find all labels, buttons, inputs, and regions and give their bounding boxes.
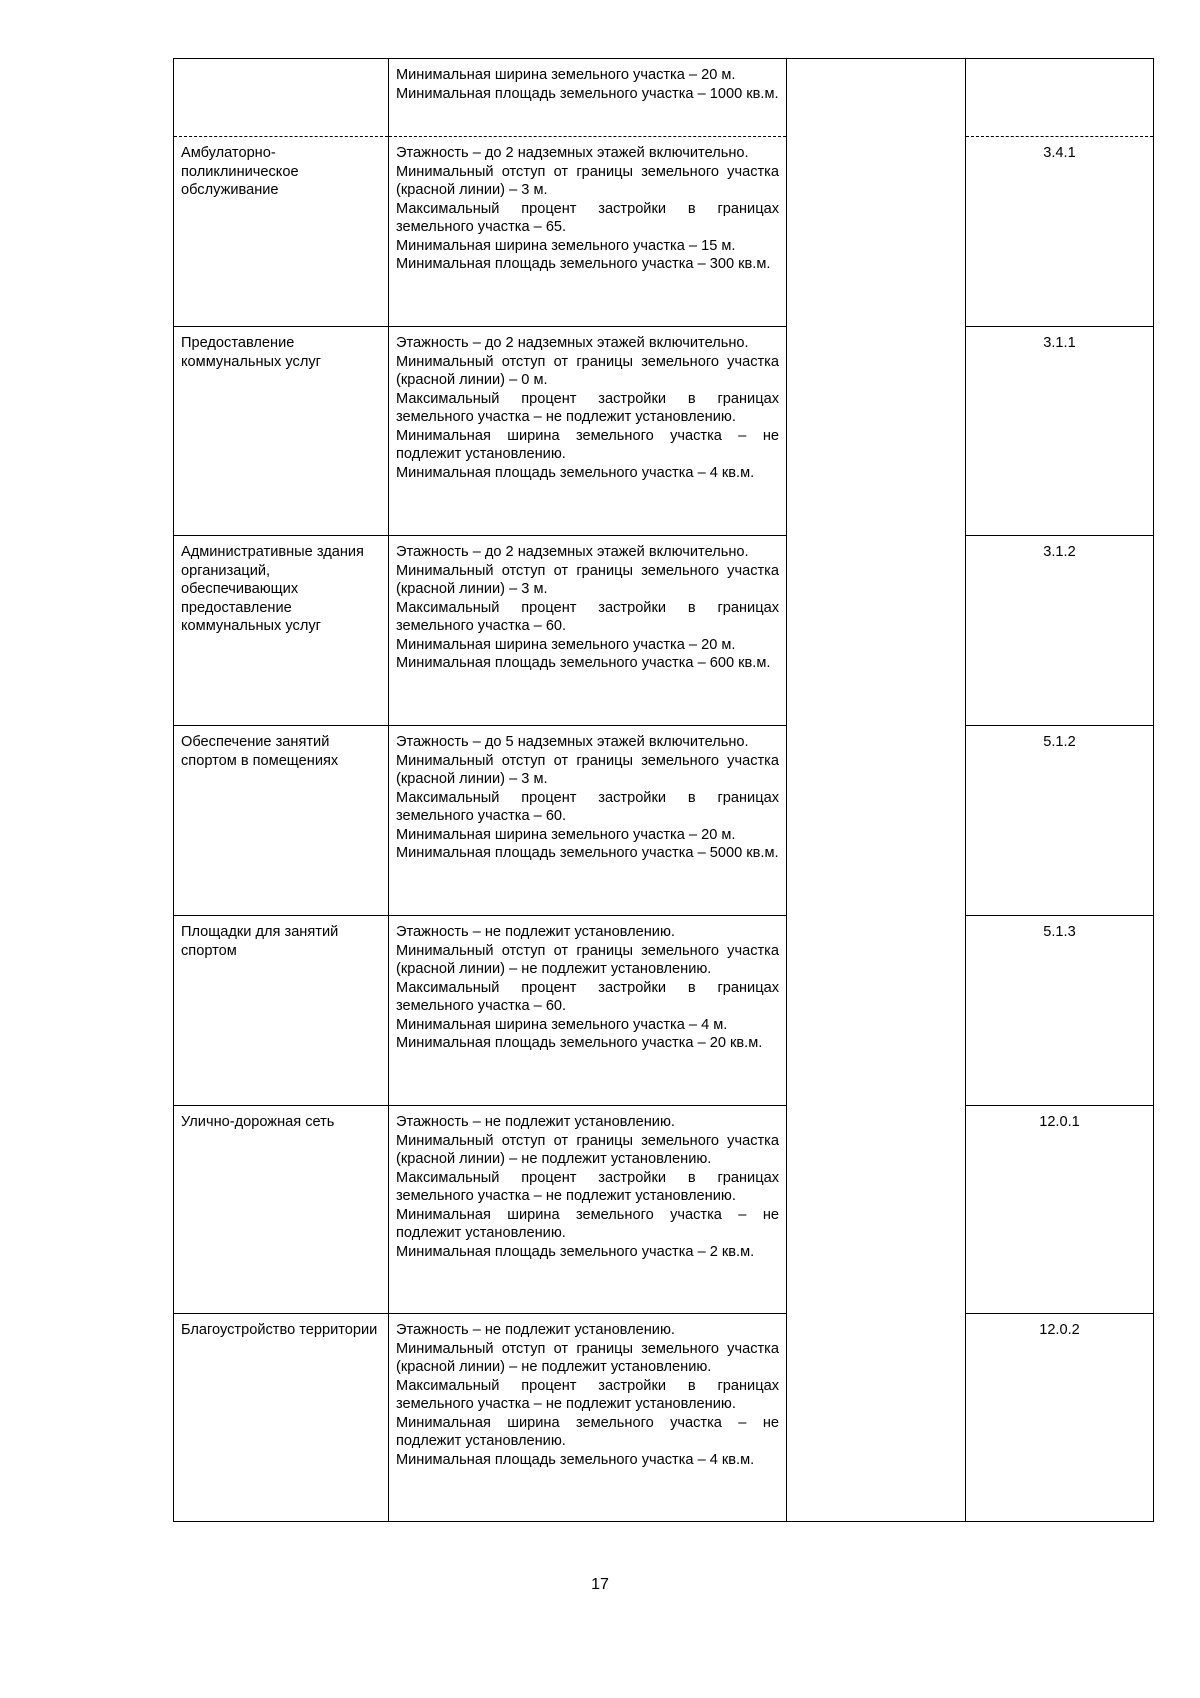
param-line: Минимальный отступ от границы земельного участка (красной линии) – 3 м. (396, 752, 779, 787)
table-row (174, 59, 1154, 137)
code-cell (966, 59, 1154, 137)
params-cell (389, 327, 787, 536)
param-line: Минимальная ширина земельного участка – 20 м. (396, 826, 736, 843)
code-cell: 3.1.1 (966, 327, 1154, 536)
use-name-cell: Административные здания организаций, обеспечивающих предоставление коммунальных услуг (174, 536, 389, 726)
params-cell (389, 916, 787, 1106)
param-line: Этажность – не подлежит установлению. (396, 1114, 675, 1130)
use-name-cell: Обеспечение занятий спортом в помещениях (174, 726, 389, 916)
param-line: Минимальная площадь земельного участка – 1000 кв.м. (396, 85, 779, 102)
table-row (174, 726, 1154, 916)
param-line: Максимальный процент застройки в границах земельного участка – 60. (396, 979, 779, 1014)
table-row (174, 327, 1154, 536)
param-line: Минимальный отступ от границы земельного участка (красной линии) – не подлежит установлению. (396, 1132, 779, 1167)
table-row (174, 1314, 1154, 1522)
use-name-cell (174, 59, 389, 137)
table-row (174, 916, 1154, 1106)
use-name-cell: Амбулаторно-поликлиническое обслуживание (174, 137, 389, 327)
land-use-table (173, 58, 1154, 1522)
params-cell (389, 59, 787, 137)
param-line: Минимальный отступ от границы земельного участка (красной линии) – не подлежит установлению. (396, 942, 779, 977)
params-cell (389, 726, 787, 916)
params-cell (389, 137, 787, 327)
param-line: Минимальная площадь земельного участка – 4 кв.м. (396, 464, 755, 481)
param-line: Минимальный отступ от границы земельного участка (красной линии) – 0 м. (396, 353, 779, 388)
param-line: Минимальная ширина земельного участка – 20 м. (396, 67, 736, 83)
code-cell: 3.4.1 (966, 137, 1154, 327)
params-cell (389, 536, 787, 726)
param-line: Максимальный процент застройки в границах земельного участка – 60. (396, 599, 779, 634)
param-line: Минимальная ширина земельного участка – 20 м. (396, 636, 736, 653)
use-name-cell: Улично-дорожная сеть (174, 1106, 389, 1314)
table-row (174, 137, 1154, 327)
param-line: Минимальная площадь земельного участка – 600 кв.м. (396, 655, 771, 671)
param-line: Этажность – до 2 надземных этажей включительно. (396, 145, 749, 161)
code-cell: 12.0.1 (966, 1106, 1154, 1314)
param-line: Максимальный процент застройки в границах земельного участка – не подлежит установлению. (396, 1169, 779, 1204)
param-line: Минимальный отступ от границы земельного участка (красной линии) – 3 м. (396, 163, 779, 198)
param-line: Минимальная ширина земельного участка – не подлежит установлению. (396, 1414, 779, 1449)
param-line: Минимальная площадь земельного участка – 20 кв.м. (396, 1035, 763, 1051)
use-name-cell: Благоустройство территории (174, 1314, 389, 1522)
param-line: Минимальная ширина земельного участка – не подлежит установлению. (396, 1206, 779, 1241)
param-line: Минимальный отступ от границы земельного участка (красной линии) – не подлежит установлению. (396, 1340, 779, 1375)
restrictions-cell (787, 59, 966, 1522)
param-line: Минимальная площадь земельного участка – 300 кв.м. (396, 256, 771, 272)
code-cell: 5.1.3 (966, 916, 1154, 1106)
table-row (174, 536, 1154, 726)
param-line: Минимальный отступ от границы земельного участка (красной линии) – 3 м. (396, 562, 779, 597)
param-line: Максимальный процент застройки в границах земельного участка – не подлежит установлению. (396, 390, 779, 425)
code-cell: 3.1.2 (966, 536, 1154, 726)
param-line: Этажность – до 2 надземных этажей включительно. (396, 335, 749, 351)
code-cell: 12.0.2 (966, 1314, 1154, 1522)
param-line: Максимальный процент застройки в границах земельного участка – 65. (396, 200, 779, 235)
table-row (174, 1106, 1154, 1314)
param-line: Минимальная ширина земельного участка – не подлежит установлению. (396, 427, 779, 462)
code-cell: 5.1.2 (966, 726, 1154, 916)
param-line: Минимальная площадь земельного участка – 4 кв.м. (396, 1451, 755, 1468)
param-line: Минимальная ширина земельного участка – 4 м. (396, 1016, 728, 1033)
param-line: Минимальная площадь земельного участка – 2 кв.м. (396, 1243, 755, 1260)
param-line: Этажность – не подлежит установлению. (396, 924, 675, 940)
param-line: Минимальная площадь земельного участка – 5000 кв.м. (396, 845, 779, 861)
use-name-cell: Предоставление коммунальных услуг (174, 327, 389, 536)
param-line: Максимальный процент застройки в границах земельного участка – 60. (396, 789, 779, 824)
page-number: 17 (591, 1576, 609, 1593)
param-line: Этажность – не подлежит установлению. (396, 1322, 675, 1338)
param-line: Этажность – до 2 надземных этажей включительно. (396, 544, 749, 560)
param-line: Максимальный процент застройки в границах земельного участка – не подлежит установлению. (396, 1377, 779, 1412)
param-line: Этажность – до 5 надземных этажей включительно. (396, 734, 749, 750)
use-name-cell: Площадки для занятий спортом (174, 916, 389, 1106)
params-cell (389, 1314, 787, 1522)
params-cell (389, 1106, 787, 1314)
param-line: Минимальная ширина земельного участка – 15 м. (396, 237, 736, 254)
